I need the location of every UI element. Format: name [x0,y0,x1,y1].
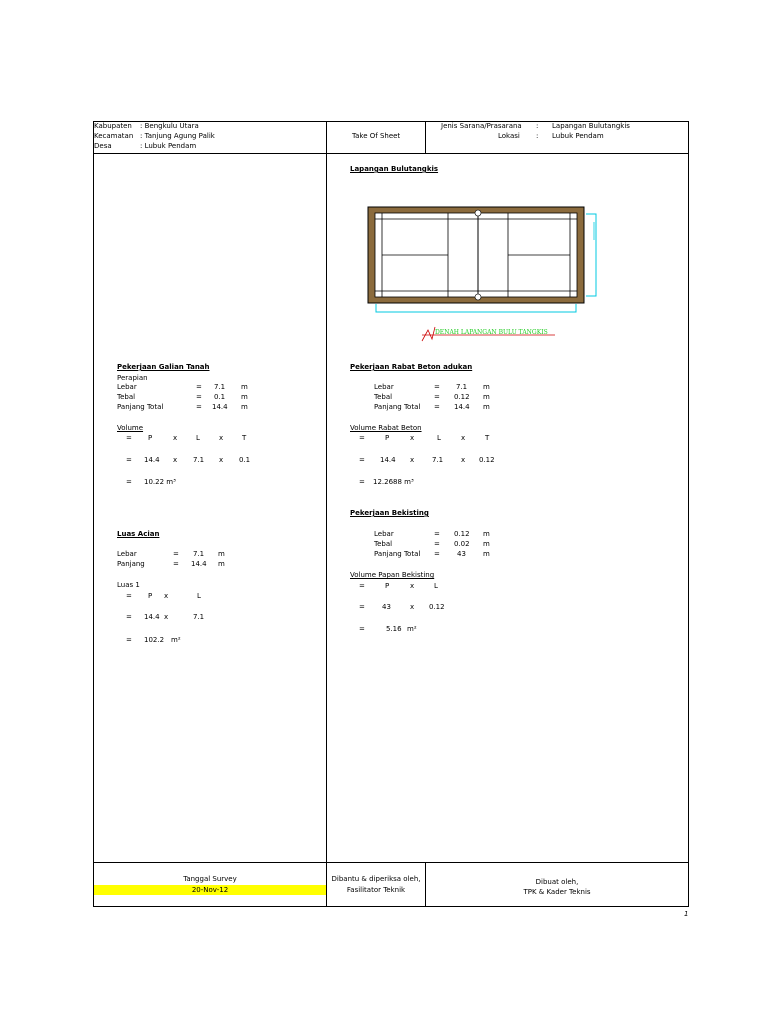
bekisting-row-unit: m [483,540,490,548]
survey-label: Tanggal Survey [183,875,237,883]
calc-token: 7.1 [193,456,205,464]
rabat-row-eq: = [434,403,440,411]
lokasi-colon: : [536,132,539,140]
galian-volume-label: Volume [117,424,144,432]
formula-token: x [410,582,415,590]
jenis-label: Jenis Sarana/Prasarana [441,122,522,130]
formula-token: T [242,434,247,442]
calc-token: x [173,456,178,464]
rabat-row-unit: m [483,383,490,391]
result-eq: = [359,478,365,486]
bekisting-row-label: Tebal [374,540,393,548]
galian-title: Pekerjaan Galian Tanah [117,363,210,371]
calc-token: = [126,456,132,464]
survey-date: 20-Nov-12 [191,886,229,894]
formula-token: L [437,434,441,442]
calc-token: 0.1 [239,456,251,464]
rabat-row-label: Lebar [374,383,394,391]
column-divider [326,121,327,907]
calc-token: 7.1 [432,456,444,464]
acian-title: Luas Acian [117,530,160,538]
galian-row-eq: = [196,383,202,391]
galian-row-label: Panjang Total [117,403,164,411]
formula-token: = [126,592,132,600]
calc-token: x [410,456,415,464]
result-eq: = [126,478,132,486]
calc-token: x [410,603,415,611]
acian-row-unit: m [218,550,225,558]
formula-token: x [164,592,169,600]
bekisting-row-value: 0.02 [454,540,470,548]
header-divider [93,153,689,154]
galian-row-unit: m [241,383,248,391]
court-diagram [360,200,610,345]
rabat-row-label: Panjang Total [374,403,421,411]
formula-token: x [461,434,466,442]
caption-arrow-mark [422,327,435,341]
calc-token: x [219,456,224,464]
bekisting-row-eq: = [434,530,440,538]
rabat-volume-label: Volume Rabat Beton [350,424,422,432]
formula-token: L [434,582,438,590]
bekisting-row-eq: = [434,550,440,558]
acian-row-eq: = [173,560,179,568]
acian-row-unit: m [218,560,225,568]
calc-token: = [126,613,132,621]
acian-row-eq: = [173,550,179,558]
calc-token: 0.12 [479,456,495,464]
acian-result: 102.2 [144,636,165,644]
kabupaten-label: Kabupaten [94,122,132,130]
jenis-colon: : [536,122,539,130]
formula-token: = [126,434,132,442]
page-number: 1 [684,910,689,918]
acian-row-label: Lebar [117,550,137,558]
lokasi-value: Lubuk Pendam [552,132,604,140]
bekisting-row-label: Panjang Total [374,550,421,558]
calc-token: x [164,613,169,621]
rabat-row-eq: = [434,393,440,401]
bekisting-row-label: Lebar [374,530,394,538]
desa-label: Desa [94,142,112,150]
acian-result-unit: m² [171,636,181,644]
header-right-divider [425,121,426,153]
formula-token: = [359,582,365,590]
galian-row-unit: m [241,403,248,411]
galian-row-label: Tebal [117,393,136,401]
court-caption: DENAH LAPANGAN BULU TANGKIS [435,329,548,336]
kecamatan-value: : Tanjung Agung Palik [140,132,215,140]
galian-row-label: Lebar [117,383,137,391]
formula-token: P [148,592,153,600]
galian-row-eq: = [196,403,202,411]
galian-subtitle: Perapian [117,374,148,382]
net-post [475,294,481,300]
formula-token: T [485,434,490,442]
net-post [475,210,481,216]
bekisting-row-eq: = [434,540,440,548]
bekisting-row-value: 0.12 [454,530,470,538]
dimension-line-bottom [376,304,576,312]
formula-token: L [196,434,200,442]
rabat-row-value: 7.1 [456,383,468,391]
bekisting-result: 5.16 [386,625,402,633]
calc-token: 14.4 [144,613,160,621]
calc-token: 7.1 [193,613,205,621]
bekisting-result-unit: m² [407,625,417,633]
sheet-title: Take Of Sheet [352,132,401,140]
lokasi-label: Lokasi [498,132,520,140]
bekisting-row-unit: m [483,550,490,558]
rabat-row-unit: m [483,393,490,401]
calc-token: 14.4 [144,456,160,464]
calc-token: 0.12 [429,603,445,611]
formula-token: x [219,434,224,442]
rabat-row-label: Tebal [374,393,393,401]
rabat-title: Pekerjaan Rabat Beton adukan [350,363,473,371]
rabat-row-unit: m [483,403,490,411]
bekisting-title: Pekerjaan Bekisting [350,509,429,517]
calc-token: 43 [382,603,391,611]
formula-token: x [173,434,178,442]
jenis-value: Lapangan Bulutangkis [552,122,630,130]
result-eq: = [126,636,132,644]
checked-by-line1: Dibantu & diperiksa oleh, [331,875,421,883]
acian-luas-label: Luas 1 [117,581,140,589]
galian-row-value: 14.4 [212,403,228,411]
bekisting-row-value: 43 [457,550,466,558]
formula-token: P [385,434,390,442]
rabat-row-eq: = [434,383,440,391]
kabupaten-value: : Bengkulu Utara [140,122,199,130]
formula-token: P [148,434,153,442]
calc-token: 14.4 [380,456,396,464]
acian-row-label: Panjang [117,560,145,568]
checked-by-line2: Fasilitator Teknik [346,886,406,894]
formula-token: P [385,582,390,590]
dimension-line-right [586,214,596,296]
made-by-line2: TPK & Kader Teknis [523,888,591,896]
desa-value: : Lubuk Pendam [140,142,197,150]
calc-token: x [461,456,466,464]
made-by-line1: Dibuat oleh, [535,878,579,886]
footer-divider [93,862,689,863]
acian-row-value: 14.4 [191,560,207,568]
rabat-row-value: 0.12 [454,393,470,401]
formula-token: L [197,592,201,600]
galian-result: 10.22 m³ [144,478,176,486]
acian-row-value: 7.1 [193,550,205,558]
formula-token: = [359,434,365,442]
bekisting-row-unit: m [483,530,490,538]
result-eq: = [359,625,365,633]
formula-token: x [410,434,415,442]
galian-row-value: 7.1 [214,383,226,391]
rabat-row-value: 14.4 [454,403,470,411]
calc-token: = [359,603,365,611]
galian-row-value: 0.1 [214,393,226,401]
galian-row-unit: m [241,393,248,401]
rabat-result: 12.2688 m³ [373,478,414,486]
bekisting-volume-label: Volume Papan Bekisting [350,571,435,579]
court-title: Lapangan Bulutangkis [350,165,439,173]
galian-row-eq: = [196,393,202,401]
calc-token: = [359,456,365,464]
kecamatan-label: Kecamatan [94,132,134,140]
